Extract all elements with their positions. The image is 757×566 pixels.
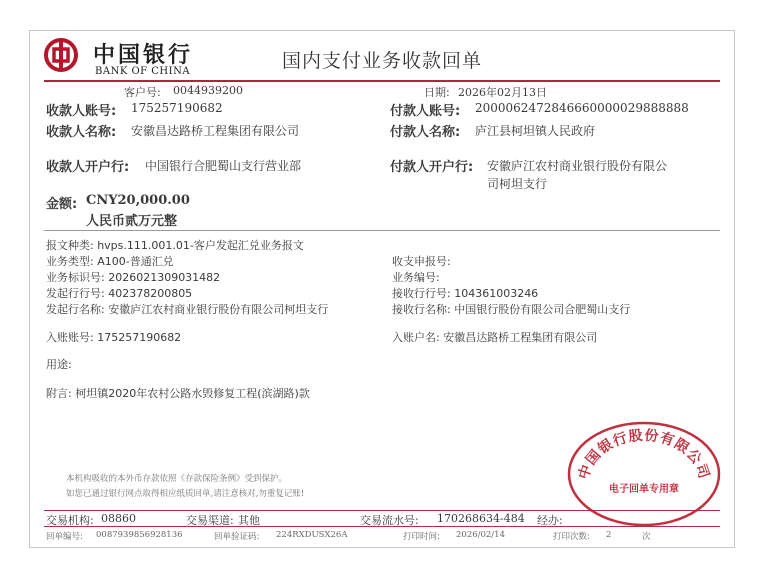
purpose: 用途: <box>46 358 72 371</box>
payer-name: 庐江县柯坦镇人民政府 <box>475 124 596 138</box>
customer-no: 0044939200 <box>173 84 243 97</box>
verify-code-label: 回单验证码: <box>214 532 260 542</box>
channel-label: 交易渠道: <box>186 514 234 527</box>
credit-account: 入账账号: 175257190682 <box>46 331 182 344</box>
payer-bank-line2: 司柯坦支行 <box>487 177 548 191</box>
serial-value: 170268634-484 <box>437 512 525 525</box>
date-label: 日期: <box>424 86 450 99</box>
serial-label: 交易流水号: <box>360 514 419 527</box>
electronic-receipt-seal-icon <box>566 420 722 528</box>
receiver-bank-name: 接收行名称: 中国银行股份有限公司合肥蜀山支行 <box>392 303 631 316</box>
print-time-label: 打印时间: <box>403 532 440 542</box>
business-no: 业务编号: <box>392 271 440 284</box>
receipt-no-label: 回单编号: <box>46 532 83 542</box>
business-id: 业务标识号: 2026021309031482 <box>46 271 221 284</box>
payee-account: 175257190682 <box>131 101 223 115</box>
payee-account-label: 收款人账号: <box>46 104 117 119</box>
duplicate-warning-notice: 如您已通过银行网点取得相应纸质回单,请注意核对,勿重复记账! <box>66 489 305 499</box>
svg-text:电子回单专用章: 电子回单专用章 <box>609 484 679 495</box>
channel-value: 其他 <box>238 514 260 527</box>
receipt-title: 国内支付业务收款回单 <box>282 50 483 72</box>
print-count-label: 打印次数: <box>553 532 590 542</box>
verify-code: 224RXDUSX26A <box>276 530 348 540</box>
print-time: 2026/02/14 <box>456 530 505 540</box>
amount-in-words: 人民币贰万元整 <box>86 214 178 229</box>
amount-value: CNY20,000.00 <box>86 193 190 208</box>
business-type: 业务类型: A100-普通汇兑 <box>46 255 174 268</box>
sender-bank-no: 发起行行号: 402378200805 <box>46 287 193 300</box>
payee-name-label: 收款人名称: <box>46 125 117 140</box>
message-type: 报文种类: hvps.111.001.01-客户发起汇兑业务报文 <box>46 239 304 252</box>
amount-divider <box>44 230 720 231</box>
date-value: 2026年02月13日 <box>458 86 547 99</box>
deposit-insurance-notice: 本机构吸收的本外币存款依照《存款保险条例》受到保护。 <box>66 474 288 484</box>
header-divider <box>44 80 720 82</box>
payee-bank: 中国银行合肥蜀山支行营业部 <box>145 159 302 173</box>
org-label: 交易机构: <box>46 514 94 527</box>
payee-name: 安徽昌达路桥工程集团有限公司 <box>131 124 300 138</box>
amount-label: 金额: <box>46 197 78 212</box>
handler-label: 经办: <box>537 514 563 527</box>
payer-bank-label: 付款人开户行: <box>390 160 474 175</box>
footer-divider-top <box>44 510 720 511</box>
payer-account-label: 付款人账号: <box>390 104 461 119</box>
receipt-no: 0087939856928136 <box>96 530 183 540</box>
print-count: 2 <box>606 530 612 540</box>
org-value: 08860 <box>101 512 136 525</box>
payee-bank-label: 收款人开户行: <box>46 160 130 175</box>
payer-account: 2000062472846660000029888888 <box>475 101 689 115</box>
payer-name-label: 付款人名称: <box>390 125 461 140</box>
svg-text:中国银行股份有限公司: 中国银行股份有限公司 <box>576 427 712 482</box>
customer-no-label: 客户号: <box>124 86 161 99</box>
postscript: 附言: 柯坦镇2020年农村公路水毁修复工程(滨湖路)款 <box>46 387 310 400</box>
footer-divider-bottom <box>44 526 720 527</box>
sender-bank-name: 发起行名称: 安徽庐江农村商业银行股份有限公司柯坦支行 <box>46 303 329 316</box>
receipt-declaration-no: 收支申报号: <box>392 255 451 268</box>
receiver-bank-no: 接收行行号: 104361003246 <box>392 287 539 300</box>
bank-name-cn: 中国银行 <box>93 42 194 68</box>
bank-name-en: BANK OF CHINA <box>95 66 191 77</box>
print-count-unit: 次 <box>642 532 651 542</box>
credit-account-name: 入账户名: 安徽昌达路桥工程集团有限公司 <box>392 331 598 344</box>
bank-of-china-logo-icon <box>44 38 78 72</box>
payer-bank-line1: 安徽庐江农村商业银行股份有限公 <box>487 159 668 173</box>
